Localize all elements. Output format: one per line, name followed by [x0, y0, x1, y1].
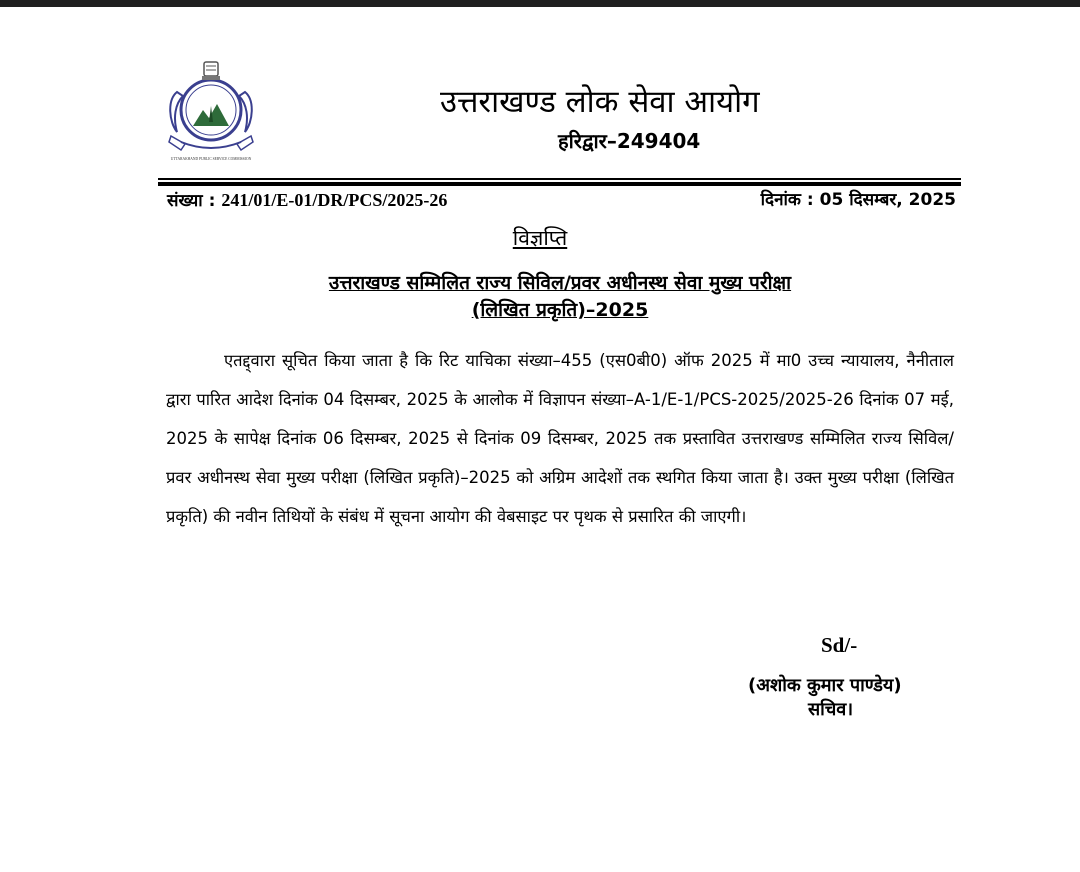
signatory-name: (अशोक कुमार पाण्डेय): [748, 675, 902, 696]
window-top-bar: [0, 0, 1080, 7]
header-divider-thick: [158, 182, 961, 186]
notice-subtitle-line2: (लिखित प्रकृति)–2025: [471, 299, 649, 321]
notice-subtitle: [160, 270, 960, 324]
organisation-address: हरिद्वार–249404: [558, 129, 701, 153]
notice-body: एतद्द्वारा सूचित किया जाता है कि रिट याचिका संख्या–455 (एस0बी0) ऑफ 2025 में मा0 उच्च न्यायालय, नैनीताल द्वारा पारित आदेश दिनांक 04 दिसम्बर, 2025 के आलोक में विज्ञापन संख्या–A-1/E-1/PCS-2025/2025-26 दिनांक 07 मई, 2025 के सापेक्ष दिनांक 06 दिसम्बर, 2025 से दिनांक 09 दिसम्बर, 2025 तक प्रस्तावित उत्तराखण्ड सम्मिलित राज्य सिविल/प्रवर अधीनस्थ सेवा मुख्य परीक्षा (लिखित प्रकृति)–2025 को अग्रिम आदेशों तक स्थगित किया जाता है। उक्त मुख्य परीक्षा (लिखित प्रकृति) की नवीन तिथियों के संबंध में सूचना आयोग की वेबसाइट पर पृथक से प्रसारित की जाएगी।: [166, 351, 954, 526]
header-divider-thin: [158, 178, 961, 180]
signature-sd: Sd/-: [821, 633, 858, 657]
signatory-designation: सचिव।: [808, 699, 854, 720]
reference-number: [167, 188, 447, 213]
reference-number-value: 241/01/E-01/DR/PCS/2025-26: [221, 190, 448, 210]
notice-title: विज्ञप्ति: [512, 226, 568, 250]
reference-date: दिनांक : 05 दिसम्बर, 2025: [760, 190, 956, 210]
organisation-name: उत्तराखण्ड लोक सेवा आयोग: [440, 84, 760, 120]
reference-number-label: संख्या :: [167, 191, 216, 211]
commission-emblem-logo: [163, 52, 259, 162]
notice-subtitle-line1: उत्तराखण्ड सम्मिलित राज्य सिविल/प्रवर अधीनस्थ सेवा मुख्य परीक्षा: [328, 272, 792, 294]
logo-caption: UTTARAKHAND PUBLIC SERVICE COMMISSION: [170, 157, 252, 161]
